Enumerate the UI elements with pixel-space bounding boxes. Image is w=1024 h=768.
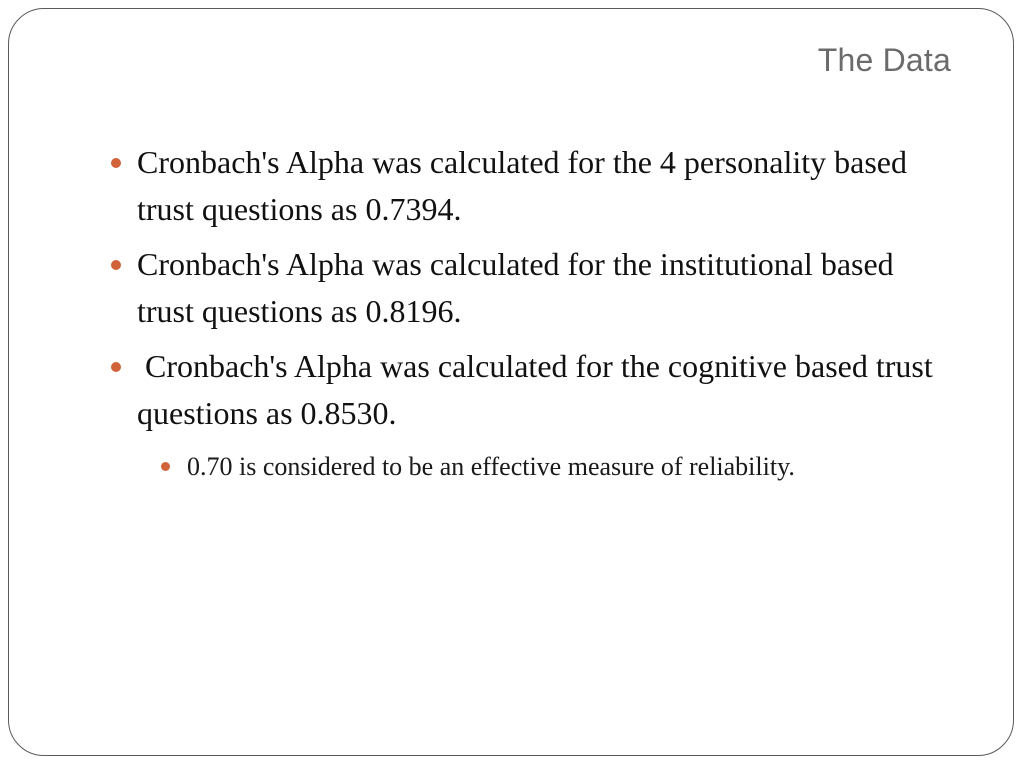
bullet-text: Cronbach's Alpha was calculated for the institutional based trust questions as 0.8196. [137, 246, 894, 329]
slide-frame [8, 8, 1014, 756]
sub-bullet-text: 0.70 is considered to be an effective measure of reliability. [187, 452, 795, 481]
bullet-item [9, 139, 1013, 233]
bullet-dot-icon [111, 158, 121, 168]
sub-bullet-dot-icon [161, 462, 170, 471]
bullet-item [9, 241, 1013, 335]
bullet-item [9, 343, 1013, 437]
bullet-text: Cronbach's Alpha was calculated for the 4 personality based trust questions as 0.7394. [137, 144, 907, 227]
slide-title: The Data [817, 42, 951, 78]
bullet-dot-icon [111, 260, 121, 270]
bullet-dot-icon [111, 362, 121, 372]
bullet-list [9, 139, 1013, 489]
sub-bullet-item [9, 445, 1013, 489]
bullet-text: Cronbach's Alpha was calculated for the cognitive based trust questions as 0.8530. [137, 348, 941, 431]
